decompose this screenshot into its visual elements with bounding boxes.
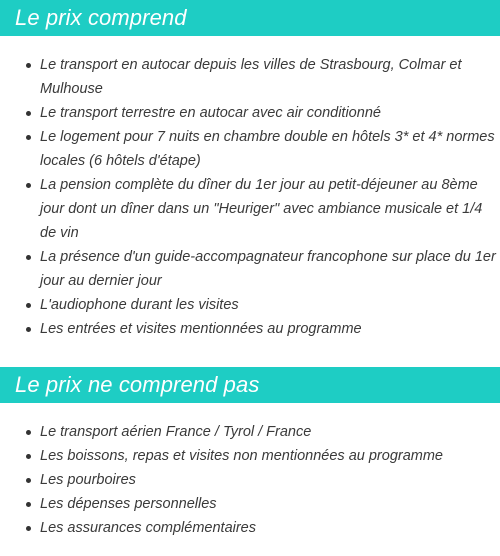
bullet-icon [26, 255, 31, 260]
bullet-icon [26, 502, 31, 507]
list-item: Les pourboires [0, 468, 500, 492]
bullet-icon [26, 327, 31, 332]
list-item: Les entrées et visites mentionnées au programme [0, 317, 500, 341]
excluded-list [0, 420, 500, 540]
list-item: Le transport terrestre en autocar avec air conditionné [0, 101, 500, 125]
list-item: La présence d'un guide-accompagnateur francophone sur place du 1er jour au dernier jour [0, 245, 500, 293]
bullet-icon [26, 135, 31, 140]
list-item: Le logement pour 7 nuits en chambre double en hôtels 3* et 4* normes locales (6 hôtels d'étape) [0, 125, 500, 173]
list-item: Les assurances complémentaires [0, 516, 500, 540]
bullet-icon [26, 478, 31, 483]
bullet-icon [26, 111, 31, 116]
list-item: Le transport aérien France / Tyrol / France [0, 420, 500, 444]
section-title-excluded: Le prix ne comprend pas [15, 372, 260, 397]
bullet-icon [26, 63, 31, 68]
list-item: Les dépenses personnelles [0, 492, 500, 516]
bullet-icon [26, 183, 31, 188]
list-item: Les boissons, repas et visites non mentionnées au programme [0, 444, 500, 468]
bullet-icon [26, 430, 31, 435]
bullet-icon [26, 526, 31, 531]
section-header-included [0, 0, 500, 36]
included-list [0, 53, 500, 341]
list-item: Le transport en autocar depuis les villes de Strasbourg, Colmar et Mulhouse [0, 53, 500, 101]
section-header-excluded [0, 367, 500, 403]
list-item: L'audiophone durant les visites [0, 293, 500, 317]
section-title-included: Le prix comprend [15, 5, 187, 30]
list-item: La pension complète du dîner du 1er jour au petit-déjeuner au 8ème jour dont un dîner dans un "Heuriger" avec ambiance musicale et 1/4 de vin [0, 173, 500, 245]
bullet-icon [26, 454, 31, 459]
bullet-icon [26, 303, 31, 308]
